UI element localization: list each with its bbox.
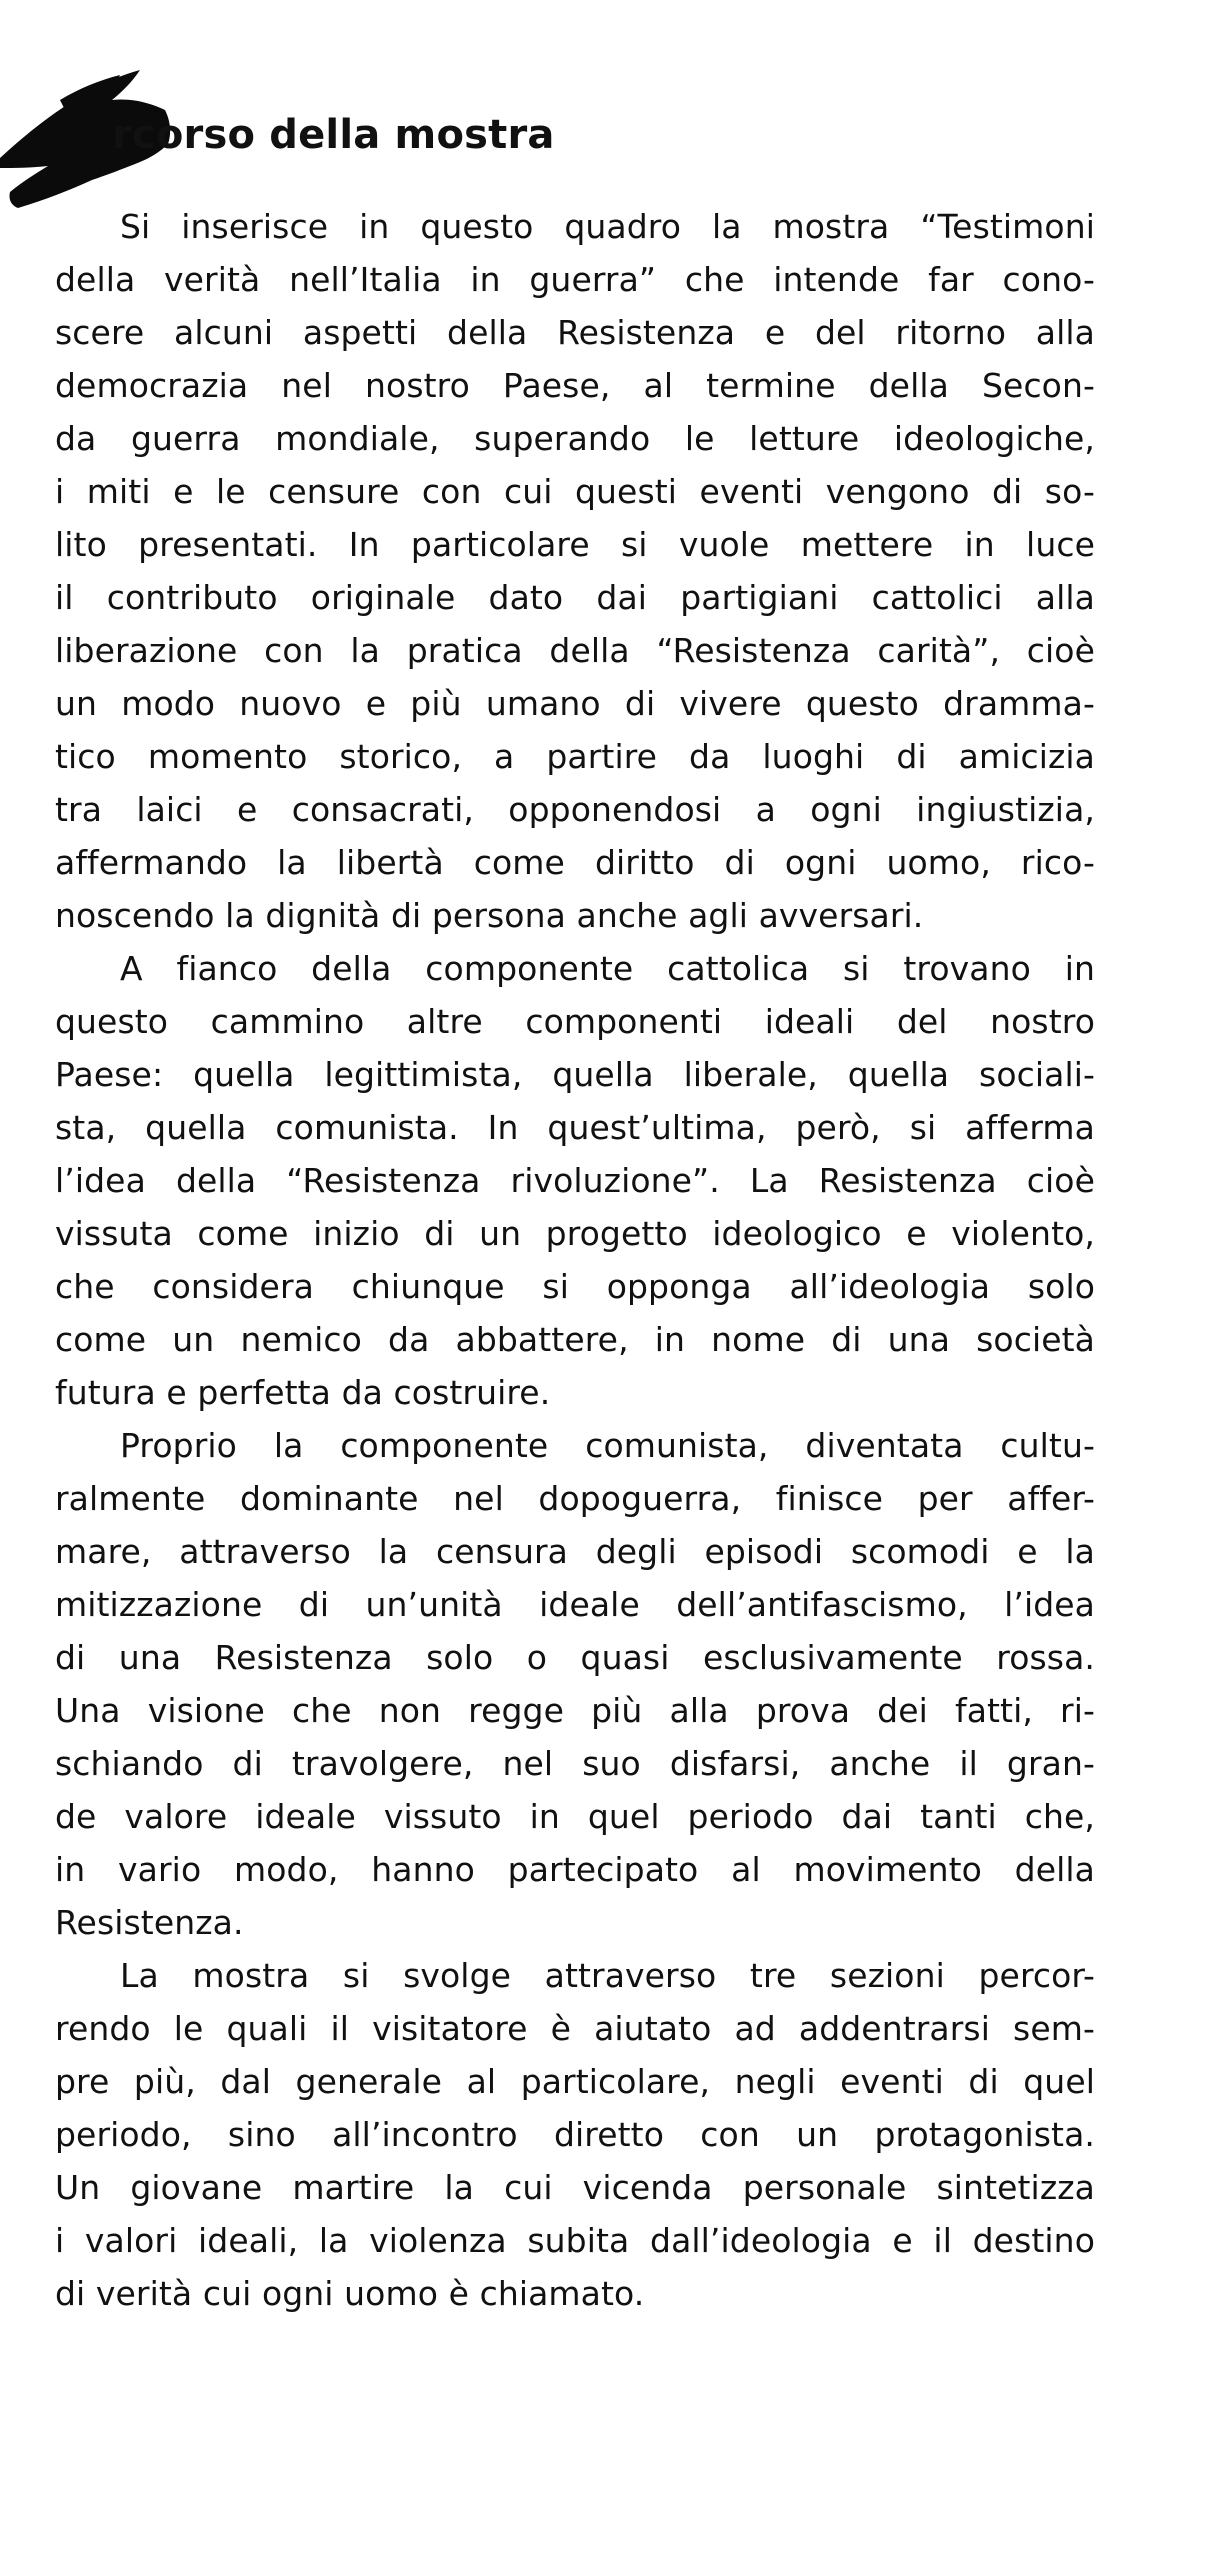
text-line: il contributo originale dato dai partigiani cattolici alla — [55, 578, 1095, 617]
text-line: La mostra si svolge attraverso tre sezioni percor- — [120, 1956, 1095, 1995]
text-line: di verità cui ogni uomo è chiamato. — [55, 2274, 645, 2313]
text-line: lito presentati. In particolare si vuole mettere in luce — [55, 525, 1095, 564]
text-line: da guerra mondiale, superando le letture ideologiche, — [55, 419, 1095, 458]
text-line: mitizzazione di un’unità ideale dell’antifascismo, l’idea — [55, 1585, 1095, 1624]
text-line: Resistenza. — [55, 1903, 244, 1942]
text-line: scere alcuni aspetti della Resistenza e del ritorno alla — [55, 313, 1095, 352]
paragraph-2 — [55, 942, 1095, 1419]
text-line: l’idea della “Resistenza rivoluzione”. La Resistenza cioè — [55, 1161, 1095, 1200]
text-line: rendo le quali il visitatore è aiutato ad addentrarsi sem- — [55, 2009, 1095, 2048]
text-line: liberazione con la pratica della “Resistenza carità”, cioè — [55, 631, 1095, 670]
text-line: A fianco della componente cattolica si trovano in — [120, 949, 1095, 988]
text-line: de valore ideale vissuto in quel periodo dai tanti che, — [55, 1797, 1095, 1836]
text-line: Proprio la componente comunista, diventata cultu- — [120, 1426, 1095, 1465]
text-line: tra laici e consacrati, opponendosi a ogni ingiustizia, — [55, 790, 1095, 829]
text-line: futura e perfetta da costruire. — [55, 1373, 551, 1412]
text-line: tico momento storico, a partire da luoghi di amicizia — [55, 737, 1095, 776]
text-line: di una Resistenza solo o quasi esclusivamente rossa. — [55, 1638, 1095, 1677]
text-line: della verità nell’Italia in guerra” che intende far cono- — [55, 260, 1095, 299]
text-line: noscendo la dignità di persona anche agli avversari. — [55, 896, 924, 935]
text-line: come un nemico da abbattere, in nome di una società — [55, 1320, 1095, 1359]
text-line: Una visione che non regge più alla prova dei fatti, ri- — [55, 1691, 1095, 1730]
text-line: pre più, dal generale al particolare, negli eventi di quel — [55, 2062, 1095, 2101]
text-line: Paese: quella legittimista, quella liberale, quella sociali- — [55, 1055, 1095, 1094]
text-line: i valori ideali, la violenza subita dall’ideologia e il destino — [55, 2221, 1095, 2260]
paragraph-4 — [55, 1949, 1095, 2320]
text-line: ralmente dominante nel dopoguerra, finisce per affer- — [55, 1479, 1095, 1518]
text-line: questo cammino altre componenti ideali del nostro — [55, 1002, 1095, 1041]
text-line: affermando la libertà come diritto di ogni uomo, rico- — [55, 843, 1095, 882]
text-line: in vario modo, hanno partecipato al movimento della — [55, 1850, 1095, 1889]
paragraph-1 — [55, 200, 1095, 942]
text-line: periodo, sino all’incontro diretto con un protagonista. — [55, 2115, 1095, 2154]
text-line: sta, quella comunista. In quest’ultima, però, si afferma — [55, 1108, 1095, 1147]
text-line: un modo nuovo e più umano di vivere questo dramma- — [55, 684, 1095, 723]
text-line: Un giovane martire la cui vicenda personale sintetizza — [55, 2168, 1095, 2207]
text-line: che considera chiunque si opponga all’ideologia solo — [55, 1267, 1095, 1306]
text-line: schiando di travolgere, nel suo disfarsi, anche il gran- — [55, 1744, 1095, 1783]
article-body — [55, 200, 1095, 2320]
text-line: mare, attraverso la censura degli episodi scomodi e la — [55, 1532, 1095, 1571]
text-line: democrazia nel nostro Paese, al termine della Secon- — [55, 366, 1095, 405]
text-line: Si inserisce in questo quadro la mostra “Testimoni — [120, 207, 1095, 246]
section-heading: rcorso della mostra — [112, 112, 555, 158]
paragraph-3 — [55, 1419, 1095, 1949]
text-line: vissuta come inizio di un progetto ideologico e violento, — [55, 1214, 1095, 1253]
text-line: i miti e le censure con cui questi eventi vengono di so- — [55, 472, 1095, 511]
